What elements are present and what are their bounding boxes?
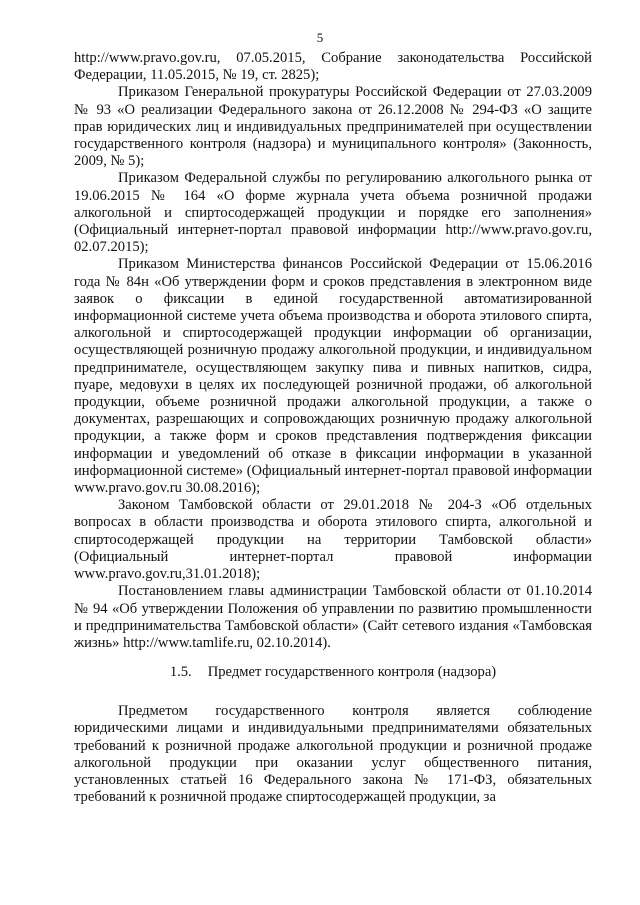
paragraph-tambov-resolution: Постановлением главы администрации Тамбовской области от 01.10.2014 № 94 «Об утверждении Положения об управлении по развитию промышленности и предпринимательства Тамбовской области» (Сайт сетевого издания «Тамбовская жизнь» http://www.tamlife.ru, 02.10.2014). [74, 583, 592, 651]
document-body [74, 50, 592, 806]
paragraph-finance-ministry-order: Приказом Министерства финансов Российской Федерации от 15.06.2016 года № 84н «Об утверждении форм и сроков представления в электронном виде заявок о фиксации в единой государственной автоматизированной информационной системе учета объема производства и оборота этилового спирта, алкогольной и спиртосодержащей продукции информации об организации, осуществляющей розничную продажу алкогольной продукции, и индивидуальном предпринимателе, осуществляющем закупку пива и пивных напитков, сидра, пуаре, медовухи в целях их последующей розничной продажи, об алкогольной продукции, объеме розничной продажи алкогольной продукции, а также о документах, разрешающих и сопровождающих розничную продажу алкогольной продукции, а также форм и сроков представления подтверждения фиксации информации и уведомлений об отказе в фиксации информации в указанной информационной системе» (Официальный интернет-портал правовой информации www.pravo.gov.ru 30.08.2016); [74, 256, 592, 497]
section-number: 1.5. [169, 664, 192, 681]
page-number: 5 [316, 30, 324, 45]
section-title: Предмет государственного контроля (надзора) [207, 664, 497, 681]
paragraph-prosecutor-order: Приказом Генеральной прокуратуры Российской Федерации от 27.03.2009 № 93 «О реализации Федерального закона от 26.12.2008 № 294-ФЗ «О защите прав юридических лиц и индивидуальных предпринимателей при осуществлении государственного контроля (надзора) и муниципального контроля» (Законность, 2009, № 5); [74, 84, 592, 170]
paragraph-tambov-law: Законом Тамбовской области от 29.01.2018 № 204-З «Об отдельных вопросах в области производства и оборота этилового спирта, алкогольной и спиртосодержащей продукции на территории Тамбовской области» (Официальный интернет-портал правовой информации www.pravo.gov.ru,31.01.2018); [74, 497, 592, 583]
section-heading [74, 664, 592, 681]
paragraph-control-subject: Предметом государственного контроля является соблюдение юридическими лицами и индивидуальными предпринимателями обязательных требований к розничной продаже алкогольной продукции и розничной продаже алкогольной продукции при оказании услуг общественного питания, установленных статьей 16 Федерального закона № 171-ФЗ, обязательных требований к розничной продаже спиртосодержащей продукции, за [74, 703, 592, 806]
paragraph-pravo-continuation: http://www.pravo.gov.ru, 07.05.2015, Собрание законодательства Российской Федерации, 11.05.2015, № 19, ст. 2825); [74, 50, 592, 84]
paragraph-alcohol-regulation-order: Приказом Федеральной службы по регулированию алкогольного рынка от 19.06.2015 № 164 «О форме журнала учета объема розничной продажи алкогольной и спиртосодержащей продукции и порядке его заполнения» (Официальный интернет-портал правовой информации http://www.pravo.gov.ru, 02.07.2015); [74, 170, 592, 256]
